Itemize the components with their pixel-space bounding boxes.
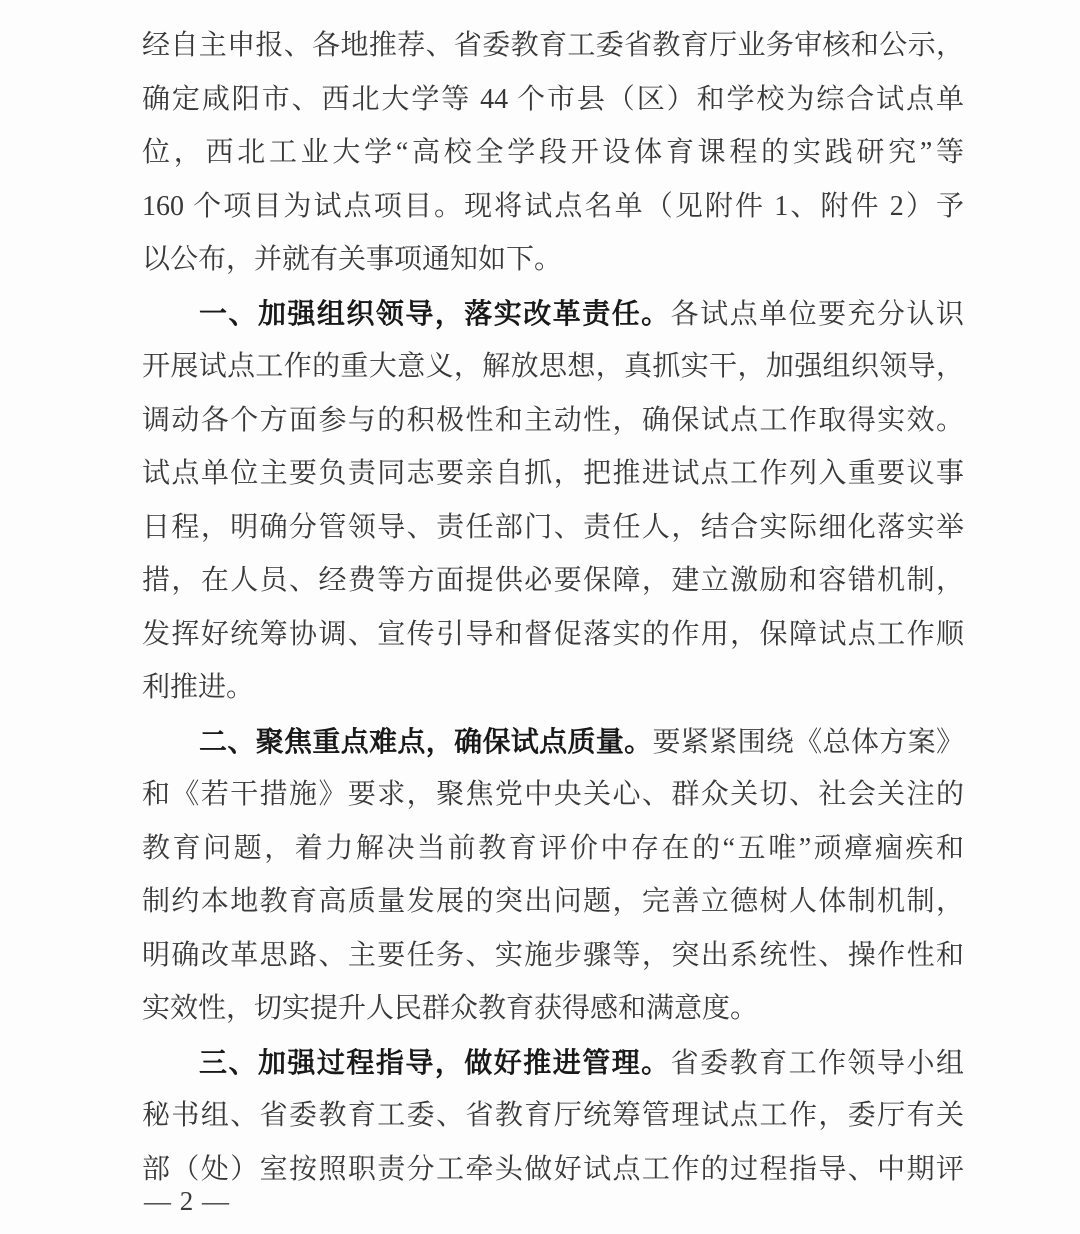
text-line [142, 19, 964, 73]
body-text: 部（处）室按照职责分工牵头做好试点工作的过程指导、中期评 [142, 1153, 964, 1185]
body-text: 160 个项目为试点项目。现将试点名单（见附件 1、附件 2）予 [142, 190, 964, 222]
text-line [142, 1036, 964, 1090]
body-text: 明确改革思路、主要任务、实施步骤等，突出系统性、操作性和 [142, 939, 964, 971]
body-text: 和《若干措施》要求，聚焦党中央关心、群众关切、社会关注的 [142, 779, 964, 810]
text-line [142, 715, 964, 769]
body-text: 省委教育工作领导小组 [670, 1047, 964, 1079]
page-footer [144, 1184, 230, 1218]
body-text: 秘书组、省委教育工委、省教育厅统筹管理试点工作，委厅有关 [142, 1100, 964, 1131]
body-text: 确定咸阳市、西北大学等 44 个市县（区）和学校为综合试点单 [142, 83, 964, 115]
text-line [142, 608, 964, 662]
text-line [142, 822, 964, 876]
section-heading-text: 二、聚焦重点难点，确保试点质量。 [199, 725, 653, 757]
section-heading-text: 三、加强过程指导，做好推进管理。 [199, 1046, 671, 1078]
body-text: 要紧紧围绕《总体方案》 [652, 726, 964, 758]
body-text: 以公布，并就有关事项通知如下。 [142, 244, 563, 275]
text-line [142, 768, 964, 822]
text-line [142, 180, 964, 234]
body-text: 制约本地教育高质量发展的突出问题，完善立德树人体制机制， [142, 886, 964, 917]
text-line [142, 501, 964, 555]
body-text: 日程，明确分管领导、责任部门、责任人，结合实际细化落实举 [142, 511, 964, 543]
body-text: 经自主申报、各地推荐、省委教育工委省教育厅业务审核和公示， [142, 30, 964, 61]
body-text: 实效性，切实提升人民群众教育获得感和满意度。 [142, 993, 759, 1024]
text-line [142, 875, 964, 929]
body-text: 教育问题，着力解决当前教育评价中存在的“五唯”顽瘴痼疾和 [142, 832, 964, 864]
text-line [142, 394, 964, 448]
page-number: — 2 — [144, 1186, 230, 1216]
text-line [142, 340, 964, 394]
body-text: 试点单位主要负责同志要亲自抓，把推进试点工作列入重要议事 [142, 458, 964, 489]
text-line [142, 447, 964, 501]
body-text: 措，在人员、经费等方面提供必要保障，建立激励和容错机制， [142, 565, 964, 596]
text-line [142, 233, 964, 287]
body-text: 利推进。 [142, 672, 255, 703]
body-text: 发挥好统筹协调、宣传引导和督促落实的作用，保障试点工作顺 [142, 618, 964, 650]
text-line [142, 73, 964, 127]
text-line [142, 1089, 964, 1143]
text-line [142, 554, 964, 608]
text-line [142, 982, 964, 1036]
body-text: 调动各个方面参与的积极性和主动性，确保试点工作取得实效。 [142, 404, 964, 436]
text-line [142, 1143, 964, 1197]
body-text: 各试点单位要充分认识 [670, 298, 964, 330]
text-line [142, 287, 964, 341]
text-line [142, 126, 964, 180]
body-text: 位，西北工业大学“高校全学段开设体育课程的实践研究”等 [142, 137, 964, 168]
body-text: 开展试点工作的重大意义，解放思想，真抓实干，加强组织领导， [142, 351, 964, 382]
document-body [142, 19, 964, 1196]
section-heading-text: 一、加强组织领导，落实改革责任。 [199, 297, 671, 329]
text-line [142, 929, 964, 983]
text-line [142, 661, 964, 715]
